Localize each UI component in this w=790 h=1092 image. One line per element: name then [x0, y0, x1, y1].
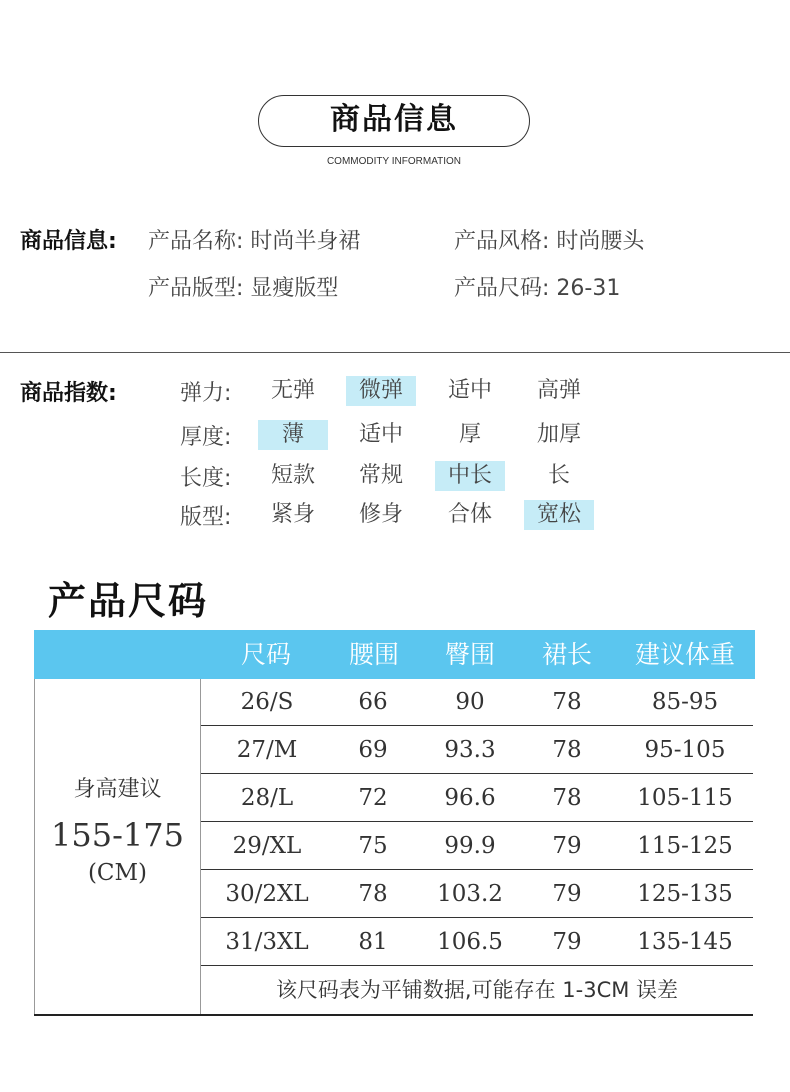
product-info-label: 商品信息: — [20, 229, 117, 254]
table-cell: 99.9 — [444, 833, 496, 859]
table-row — [201, 918, 753, 966]
table-cell: 26/S — [240, 689, 294, 715]
size-table-note: 该尺码表为平铺数据,可能存在 1-3CM 误差 — [275, 978, 679, 1002]
table-cell: 81 — [358, 929, 388, 955]
table-cell: 29/XL — [232, 833, 302, 859]
table-row — [201, 870, 753, 918]
table-cell: 125-135 — [637, 881, 733, 907]
divider — [0, 352, 790, 353]
index-row-label: 长度: — [180, 466, 232, 491]
table-cell: 78 — [552, 785, 582, 811]
table-cell: 135-145 — [637, 929, 733, 955]
table-cell: 79 — [552, 833, 582, 859]
column-header: 臀围 — [444, 640, 495, 669]
index-row-label: 厚度: — [180, 425, 232, 450]
table-row — [201, 822, 753, 870]
height-suggestion-unit: (CM) — [87, 860, 148, 886]
table-row — [201, 726, 753, 774]
table-cell: 106.5 — [437, 929, 503, 955]
table-row — [201, 774, 753, 822]
index-row-label: 版型: — [180, 505, 232, 530]
column-header: 裙长 — [541, 640, 592, 669]
index-option: 合体 — [447, 502, 492, 527]
table-cell: 79 — [552, 881, 582, 907]
table-cell: 105-115 — [637, 785, 733, 811]
table-bottom-border — [34, 1014, 753, 1016]
index-option: 修身 — [358, 502, 403, 527]
height-suggestion-value: 155-175 — [51, 816, 184, 854]
table-cell: 72 — [358, 785, 388, 811]
index-option: 适中 — [447, 378, 492, 403]
size-table-header — [34, 630, 755, 679]
height-suggestion-label: 身高建议 — [73, 777, 162, 802]
index-option: 长 — [547, 463, 570, 488]
table-cell: 78 — [552, 737, 582, 763]
table-cell: 75 — [358, 833, 388, 859]
size-chart-title: 产品尺码 — [48, 579, 209, 623]
table-cell: 115-125 — [637, 833, 733, 859]
product-index-label: 商品指数: — [20, 381, 117, 406]
index-option: 无弹 — [270, 378, 315, 403]
table-cell: 78 — [358, 881, 388, 907]
index-row-label: 弹力: — [180, 381, 232, 406]
index-option: 紧身 — [270, 502, 315, 527]
product-size-range: 产品尺码: 26-31 — [454, 276, 621, 301]
column-header: 建议体重 — [634, 640, 735, 669]
index-option-selected: 微弹 — [346, 376, 416, 406]
table-cell: 66 — [358, 689, 388, 715]
product-fit: 产品版型: 显瘦版型 — [148, 276, 339, 301]
column-header: 腰围 — [348, 640, 399, 669]
product-name: 产品名称: 时尚半身裙 — [148, 229, 361, 254]
table-cell: 96.6 — [444, 785, 496, 811]
table-cell: 79 — [552, 929, 582, 955]
index-option: 短款 — [270, 463, 315, 488]
index-option: 高弹 — [536, 378, 581, 403]
index-option: 适中 — [358, 422, 403, 447]
index-option-selected: 宽松 — [524, 500, 594, 530]
table-cell: 27/M — [236, 737, 298, 763]
table-cell: 90 — [455, 689, 485, 715]
index-option: 加厚 — [536, 422, 581, 447]
section-title-pill: 商品信息 — [258, 95, 530, 147]
index-option: 厚 — [458, 422, 481, 447]
index-option-selected: 中长 — [435, 461, 505, 491]
table-cell: 30/2XL — [225, 881, 309, 907]
table-cell: 85-95 — [651, 689, 719, 715]
table-row — [201, 678, 753, 726]
table-cell: 93.3 — [444, 737, 496, 763]
section-subtitle: COMMODITY INFORMATION — [326, 156, 462, 167]
table-cell: 31/3XL — [225, 929, 309, 955]
column-header: 尺码 — [240, 640, 291, 669]
index-option-selected: 薄 — [258, 420, 328, 450]
table-cell: 69 — [358, 737, 388, 763]
table-cell: 103.2 — [437, 881, 503, 907]
product-style: 产品风格: 时尚腰头 — [454, 229, 645, 254]
table-cell: 95-105 — [644, 737, 726, 763]
index-option: 常规 — [358, 463, 403, 488]
table-cell: 78 — [552, 689, 582, 715]
table-cell: 28/L — [240, 785, 294, 811]
